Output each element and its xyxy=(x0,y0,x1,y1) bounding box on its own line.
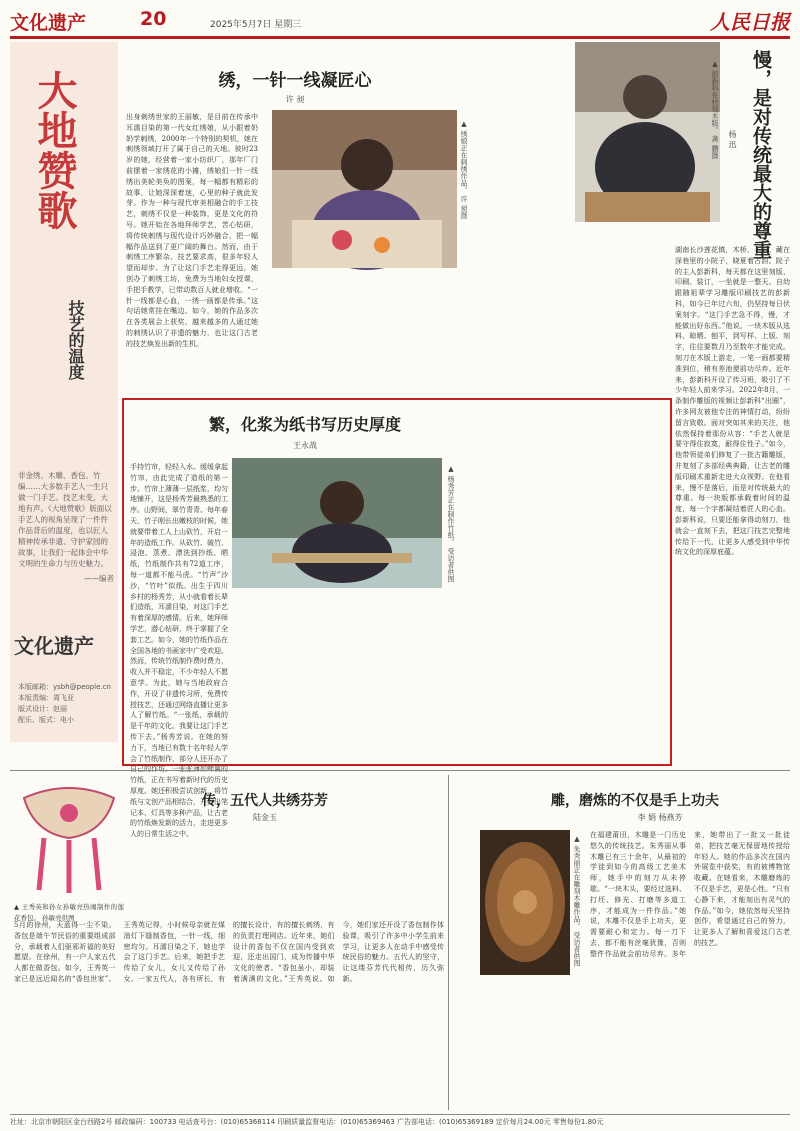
article-title: 繁，化浆为纸书写历史厚度 xyxy=(208,415,401,434)
editor-info xyxy=(18,682,114,726)
article-body: 湖南长沙莲花镇，木桥、石阶、藏在深巷里的小院子，晓夏着古韵。院子的主人彭新科，每天都在这里刻版、印刷、装订，一坐就是一整天。自幼跟随祖辈学习雕版印刷技艺的彭新科，如今已年过六旬，仍坚持每日伏案刻字。“这门手艺急不得，慢，才能做出好东西。”他说。一块木版从选料、晾晒、刨平，到写样、上版、刻字，往往要数月乃至数年才能完成。刻刀在木版上游走，一笔一画都要精准到位，稍有差池便前功尽弃。近年来，彭新科开设了传习班，吸引了不少年轻人前来学习。2022年8月，一条制作雕版的视频让彭新科“出圈”，许多网友被他专注的神情打动，纷纷留言致敬。面对突如其来的关注，他依然保持着那份从容：“手艺人就是要守得住寂寞，耐得住性子。”如今，他带领徒弟们修复了一批古籍雕版，并复刻了多部经典典籍，让古老的雕版印刷术重新走进大众视野。在他看来，慢不是落后，而是对传统最大的尊重。每一块版都承载着时间的温度，每一个字都凝结着匠人的心血。彭新科说，只要还能拿得动刻刀，他就会一直刻下去，把这门技艺完整地传给下一代，让更多人感受到中华传统文化的深厚底蕴。 xyxy=(675,246,790,557)
article-title: 慢，是对传统最大的尊重 xyxy=(750,50,772,259)
article-body-continued xyxy=(130,828,444,916)
intro-text: 非金绣、木雕、香包、竹编……大多数手艺人一生只做一门手艺。技艺未变，大地有声。《大地赞歌》版面以手艺人的视角呈现了一件件作品背后的温度，也以匠人精神传承非遗、守护家园的故事，让我们一起体会中华文明的生命力与历史魅力。 xyxy=(18,471,112,568)
article-body: 出身刺绣世家的王丽敏，是目前在传承中耳濡目染的第一代女红绣娘，从小跟着奶奶学刺绣，2000年一个特别的契机，她在刺绣领域打开了属于自己的天地。彼时23岁的她，经营着一家小纺织厂，那年厂门前摆着一家绣花的小摊，绣娘们一针一线绣出美轮美奂的图案，每一幅都有精彩的故事，让她深深着迷，心里的种子就此发芽。作为一种与现代审美相融合的手工技艺，刺绣不仅是一种装饰，更是文化的符号。她开始在各地拜师学艺，苦心钻研，将传统刺绣与现代设计巧妙融合，把一幅幅作品送到了更广阔的舞台。然而，由于刺绣工序繁杂、技艺要求高，很多年轻人望而却步。为了让这门手艺走得更远，她创办了刺绣工坊，免费为当地妇女授课，手把手教学，已带动数百人就业增收。“一针一线都是心血，一绣一画都是传承。”这句话她常挂在嘴边。如今，她的作品多次在各类展会上获奖，越来越多的人通过她的刺绣认识了非遗的魅力，也让这门古老的技艺焕发出新的生机。 xyxy=(126,113,258,348)
article-body-continued xyxy=(572,230,668,390)
column-divider xyxy=(448,775,449,1110)
article-body-continued xyxy=(452,980,582,1110)
intro-author: ——编者 xyxy=(84,574,114,583)
article-body-continued xyxy=(460,408,562,754)
section-divider xyxy=(10,770,790,771)
article-title: 传，五代人共绣芬芳 xyxy=(202,793,328,809)
embroidery-photo xyxy=(272,110,457,268)
page-footer: 社址：北京市朝阳区金台西路2号 邮政编码：100733 电话查号台：(010)65368114 印刷质量监督电话：(010)65369463 广告部电话：(010)65369189 定价每月24.00元 零售每份1.80元 xyxy=(10,1114,790,1127)
article-author: 李 娟 杨燕芳 xyxy=(637,813,683,822)
photo-caption: ▲ 杨秀芳正在制作竹纸。 受访者供图 xyxy=(447,465,455,583)
column-big-title: 大地赞歌 xyxy=(31,70,78,230)
article-author: 王永战 xyxy=(293,441,317,450)
article-body: 手持竹帘，轻轻入水。缓缓拿起竹帘，由此完成了造纸的第一步。竹帘上薄薄一层纸浆，均匀地铺开，这是杨秀芳最熟悉的工序。山野间，翠竹青青。每年春天，竹子刚长出嫩枝的时候，她就要带着工人上山砍竹，开启一年的造纸工作。从砍竹、破竹、浸泡、蒸煮、漂洗到抄纸、晒纸，竹纸制作共有72道工序，每一道都不能马虎。“竹声”沙沙，“竹叶”似纸。出生于四川乡村的杨秀芳，从小就看着长辈们造纸，耳濡目染，对这门手艺有着深厚的感情。后来，她拜师学艺，潜心钻研，终于掌握了全套工艺。如今，她的竹纸作品在全国各地的书画家中广受欢迎。然而，传统竹纸制作费时费力，收入并不稳定，不少年轻人不愿意学。为此，她与当地政府合作，开设了非遗传习所，免费传授技艺，还通过网络直播让更多人了解竹纸。“一张纸，承载的是千年的文化。我要让这门手艺传下去。”杨秀芳说。在她的努力下，当地已有数十名年轻人学会了竹纸制作，部分人还开办了 竹纸，正在书写着新时代的历史厚度。她还积极尝试创新，将竹纸与文创产品相结合，开发出笔记本、灯具等多种产品，让古老的竹纸焕发新的活力，走进更多人的日常生活之中。 xyxy=(130,463,228,839)
article-author: 陆金玉 xyxy=(253,813,277,822)
section-title: 文化遗产 xyxy=(10,12,87,34)
editor-line: 本版责编：周飞亚 xyxy=(18,694,74,702)
page-header xyxy=(10,6,790,39)
column-subtitle: 技艺的温度 xyxy=(66,300,85,380)
papermaking-photo xyxy=(232,458,442,588)
article-body: 在福建莆田，木雕是一门历史悠久的传统技艺。朱秀丽从事木雕已有三十余年，从最初的学徒到如今的高级工艺美术师，她手中的刻刀从未停歇。“一块木头，要经过选料、打坯、修光、打磨等多道工序，才能成为一件作品。”她说，木雕不仅是手上功夫，更需要耐心和定力。每一刀下去，都不能有丝毫犹豫，否则整件作品就会前功尽弃。多年来，她带出了一批又一批徒弟，把技艺毫无保留地传授给年轻人。她的作品多次在国内外展览中获奖，有的被博物馆收藏。在她看来，木雕磨炼的不仅是手艺，更是心性。“只有心静下来，才能刻出有灵气的作品。”如今，她依然每天坚持创作，希望通过自己的努力，让更多人了解和喜爱这门古老的技艺。 xyxy=(590,831,790,958)
article-body-continued xyxy=(232,592,452,754)
article-title: 雕，磨炼的不仅是手上功夫 xyxy=(551,793,719,809)
article-body-continued xyxy=(566,408,664,754)
article-author: 杨 迅 xyxy=(728,130,737,149)
photo-caption: ▲ 彭新科在校刻木版。 龚 鹏摄 xyxy=(711,60,719,159)
photo-caption: ▲ 朱秀丽正在雕刻木雕作品。 受访者供图 xyxy=(573,835,581,967)
article-body-continued xyxy=(266,272,481,394)
page-number: 20 xyxy=(140,8,167,30)
article-author: 许 昶 xyxy=(285,95,305,104)
editor-line: 版式设计：赵丽 xyxy=(18,705,67,713)
issue-date: 2025年5月7日 星期三 xyxy=(210,20,302,30)
editor-intro xyxy=(18,470,114,584)
article-body: 5月的徐州，天蓝得一尘不染。香包是端午节民俗的重要组成部分，承载着人们驱邪祈福的美好愿望。在徐州，有一户人家五代人都在做香包。如今，王秀英一家已是远近闻名的“香包世家”。王秀英记得，小时候母亲就在煤油灯下缝制香包，一针一线，细密均匀。耳濡目染之下，她也学会了这门手艺。后来，她把手艺传给了女儿，女儿又传给了孙女。一家五代人，各有所长，有的擅长设计，有的擅长刺绣，有的负责打理网店。近年来，她们设计的香包不仅在国内受到欢迎，还走出国门，成为传播中华文化的使者。“香包虽小，却装着满满的文化。”王秀英说。如今，她们家还开设了香包制作体验课，吸引了许多中小学生前来学习，让更多人在动手中感受传统民俗的魅力。五代人的坚守，让这缕芬芳代代相传，历久弥新。 xyxy=(14,921,444,983)
woodblock-photo xyxy=(575,42,720,222)
editor-line: 本版邮箱：ysbh@people.cn xyxy=(18,683,111,691)
column-logo: 文化遗产 xyxy=(14,634,94,658)
article-title: 绣，一针一线凝匠心 xyxy=(218,71,372,91)
photo-caption: ▲ 王秀英和孙女孙敏亮热闹制作的莲花香包。 孙敏亮供图 xyxy=(14,903,124,922)
editor-line: 配乐、版式：电小 xyxy=(18,716,74,724)
article-body-continued xyxy=(485,46,567,392)
photo-caption: ▲ 绣娘正在刺绣作品。 许 昶摄 xyxy=(460,120,468,219)
sachet-photo xyxy=(14,778,124,898)
woodcarving-photo xyxy=(480,830,570,975)
masthead-logo: 人民日报 xyxy=(710,10,790,34)
